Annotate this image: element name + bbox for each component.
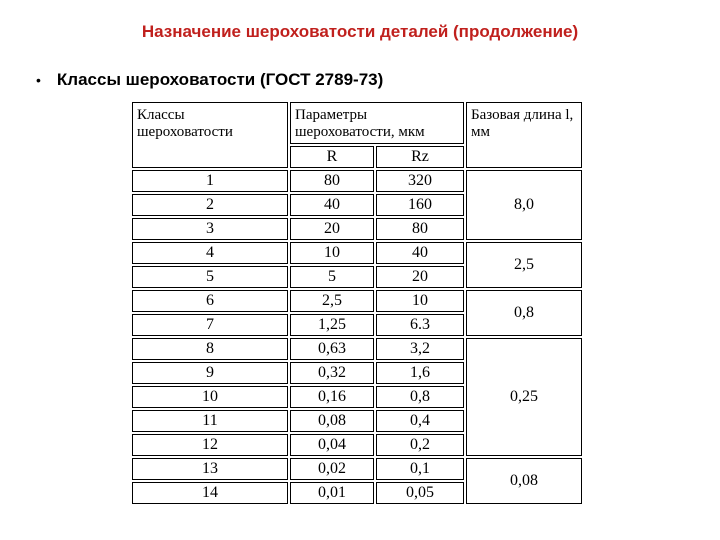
class-cell: 2 — [132, 194, 288, 216]
r-cell: 0,04 — [290, 434, 374, 456]
r-cell: 5 — [290, 266, 374, 288]
rz-cell: 0,8 — [376, 386, 464, 408]
table-row — [132, 338, 582, 360]
class-cell: 5 — [132, 266, 288, 288]
r-cell: 40 — [290, 194, 374, 216]
bullet-item — [36, 70, 383, 90]
r-cell: 0,02 — [290, 458, 374, 480]
bullet-dot-icon: • — [36, 72, 41, 88]
table-row — [132, 170, 582, 192]
r-cell: 2,5 — [290, 290, 374, 312]
r-cell: 0,63 — [290, 338, 374, 360]
class-cell: 3 — [132, 218, 288, 240]
rz-cell: 320 — [376, 170, 464, 192]
rz-cell: 160 — [376, 194, 464, 216]
rz-cell: 80 — [376, 218, 464, 240]
r-cell: 1,25 — [290, 314, 374, 336]
header-r: R — [290, 146, 374, 168]
bullet-text: Классы шероховатости (ГОСТ 2789-73) — [56, 70, 384, 89]
header-base-length: Базовая длина l, мм — [466, 102, 582, 168]
rz-cell: 20 — [376, 266, 464, 288]
rz-cell: 10 — [376, 290, 464, 312]
header-params: Параметры шероховатости, мкм — [290, 102, 464, 144]
class-cell: 9 — [132, 362, 288, 384]
r-cell: 10 — [290, 242, 374, 264]
r-cell: 0,08 — [290, 410, 374, 432]
table-row — [132, 290, 582, 312]
class-cell: 11 — [132, 410, 288, 432]
class-cell: 12 — [132, 434, 288, 456]
header-classes: Классы шероховатости — [132, 102, 288, 168]
table-row — [132, 458, 582, 480]
header-rz: Rz — [376, 146, 464, 168]
rz-cell: 0,2 — [376, 434, 464, 456]
rz-cell: 0,1 — [376, 458, 464, 480]
rz-cell: 0,05 — [376, 482, 464, 504]
r-cell: 20 — [290, 218, 374, 240]
class-cell: 1 — [132, 170, 288, 192]
class-cell: 10 — [132, 386, 288, 408]
roughness-table — [130, 100, 584, 506]
class-cell: 4 — [132, 242, 288, 264]
base-length-cell: 0,08 — [466, 458, 582, 504]
base-length-cell: 2,5 — [466, 242, 582, 288]
base-length-cell: 8,0 — [466, 170, 582, 240]
rz-cell: 1,6 — [376, 362, 464, 384]
rz-cell: 0,4 — [376, 410, 464, 432]
r-cell: 0,32 — [290, 362, 374, 384]
table-header-row — [132, 102, 582, 144]
class-cell: 13 — [132, 458, 288, 480]
r-cell: 80 — [290, 170, 374, 192]
table-row — [132, 242, 582, 264]
class-cell: 7 — [132, 314, 288, 336]
class-cell: 14 — [132, 482, 288, 504]
rz-cell: 3,2 — [376, 338, 464, 360]
slide-title: Назначение шероховатости деталей (продолжение) — [141, 22, 579, 41]
class-cell: 6 — [132, 290, 288, 312]
class-cell: 8 — [132, 338, 288, 360]
rz-cell: 40 — [376, 242, 464, 264]
r-cell: 0,01 — [290, 482, 374, 504]
base-length-cell: 0,25 — [466, 338, 582, 456]
rz-cell: 6.3 — [376, 314, 464, 336]
roughness-table-container — [130, 100, 584, 506]
r-cell: 0,16 — [290, 386, 374, 408]
base-length-cell: 0,8 — [466, 290, 582, 336]
